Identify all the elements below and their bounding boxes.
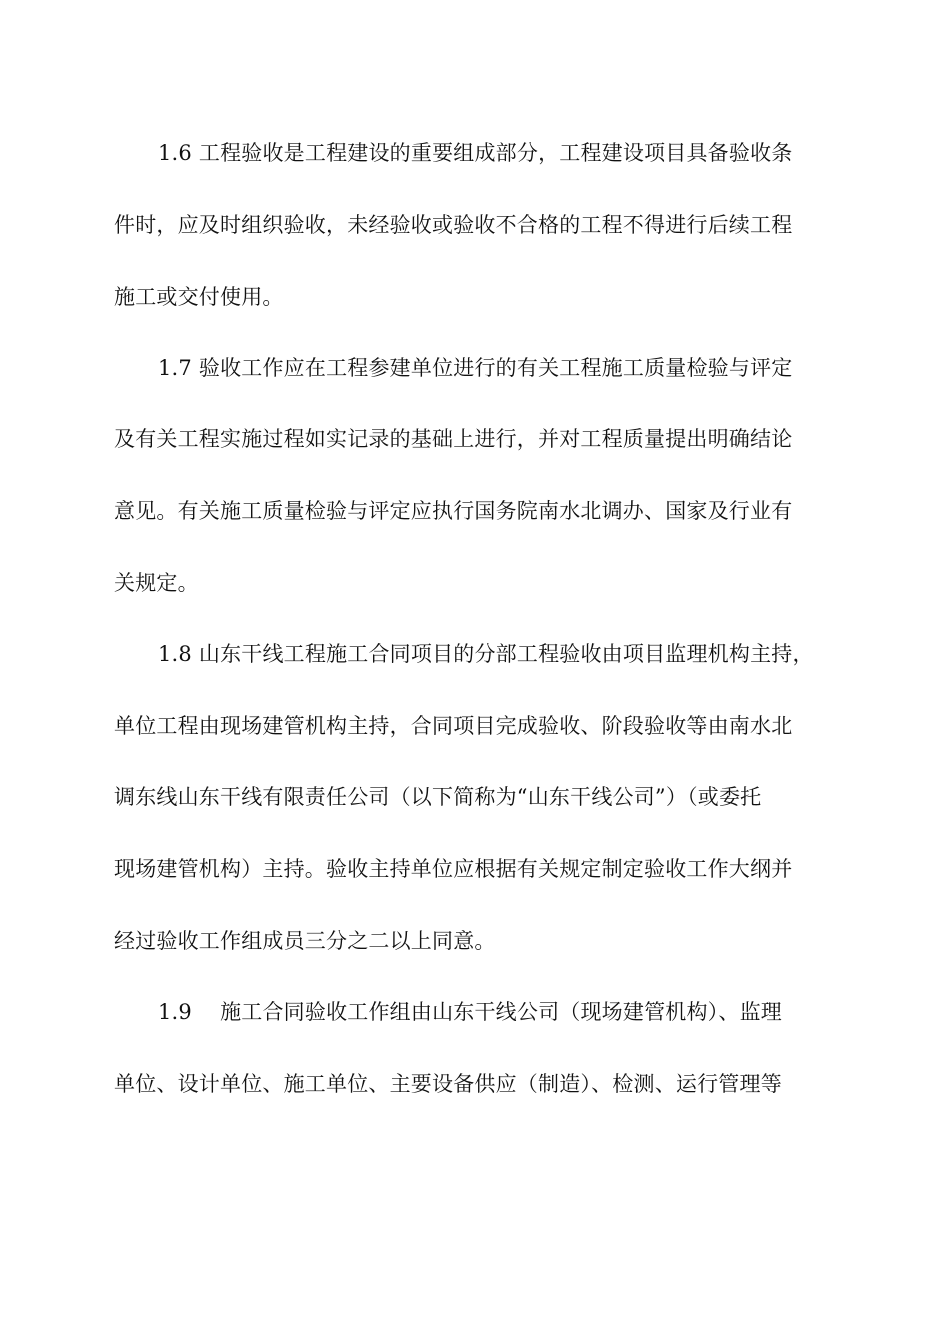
paragraph-1-7-line-2: 及有关工程实施过程如实记录的基础上进行，并对工程质量提出明确结论 [114,427,793,451]
paragraph-1-8-line-2: 单位工程由现场建管机构主持，合同项目完成验收、阶段验收等由南水北 [114,714,793,738]
paragraph-1-6-line-1: 1.6 工程验收是工程建设的重要组成部分，工程建设项目具备验收条 [158,141,793,165]
paragraph-1-7-line-4: 关规定。 [114,571,199,595]
paragraph-1-7-line-3: 意见。有关施工质量检验与评定应执行国务院南水北调办、国家及行业有 [114,499,793,523]
paragraph-1-9-line-2: 单位、设计单位、施工单位、主要设备供应（制造）、检测、运行管理等 [114,1072,782,1096]
paragraph-1-8-line-5: 经过验收工作组成员三分之二以上同意。 [114,929,496,953]
paragraph-1-8-line-3: 调东线山东干线有限责任公司（以下简称为“山东干线公司”）（或委托 [114,785,762,809]
paragraph-1-8-line-1: 1.8 山东干线工程施工合同项目的分部工程验收由项目监理机构主持， [158,642,814,666]
paragraph-1-7-line-1: 1.7 验收工作应在工程参建单位进行的有关工程施工质量检验与评定 [158,356,793,380]
paragraph-1-6-line-3: 施工或交付使用。 [114,285,284,309]
paragraph-1-9-line-1: 1.9 施工合同验收工作组由山东干线公司（现场建管机构）、监理 [158,1000,782,1024]
paragraph-1-8-line-4: 现场建管机构）主持。验收主持单位应根据有关规定制定验收工作大纲并 [114,857,793,881]
paragraph-1-6-line-2: 件时，应及时组织验收，未经验收或验收不合格的工程不得进行后续工程 [114,213,793,237]
